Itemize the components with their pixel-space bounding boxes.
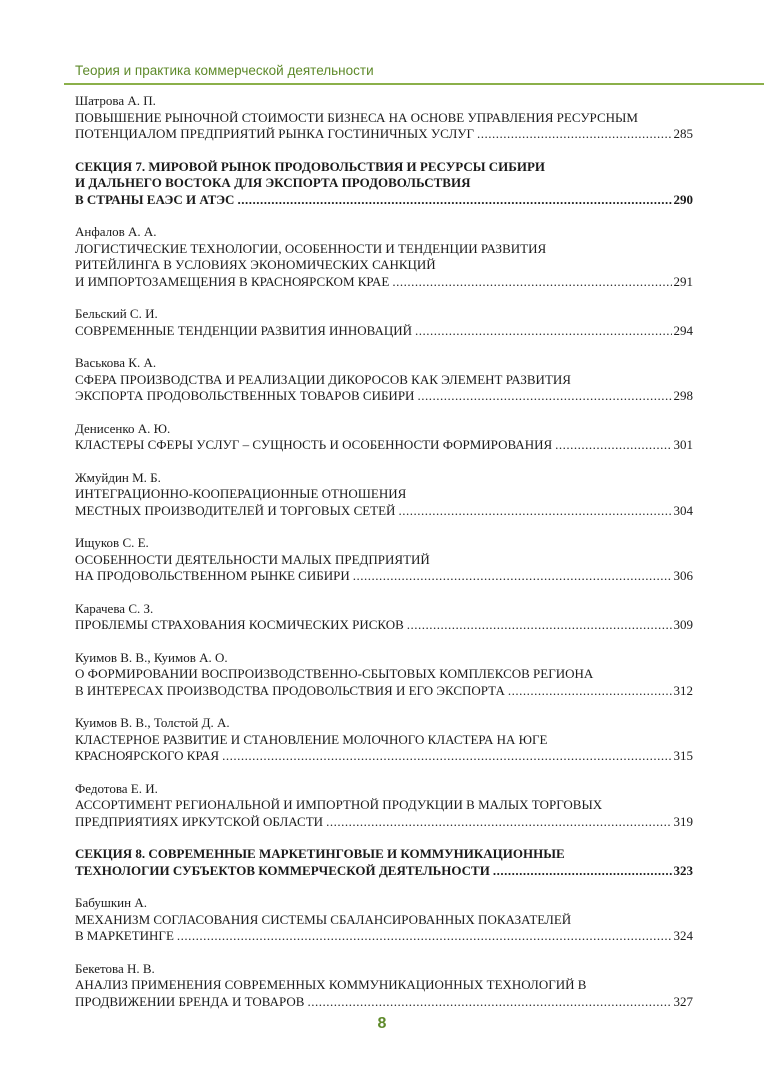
toc-page-number: 290 <box>673 191 693 207</box>
toc-title-last-line <box>75 568 693 585</box>
toc-title-last-line <box>75 437 693 454</box>
running-header: Теория и практика коммерческой деятельности <box>75 63 374 78</box>
toc-page-number: 312 <box>673 682 693 698</box>
header-rule <box>64 83 764 85</box>
toc-page-number: 323 <box>673 862 693 878</box>
toc-title-text: НА ПРОДОВОЛЬСТВЕННОМ РЫНКЕ СИБИРИ <box>75 568 350 583</box>
toc-page-number: 327 <box>673 993 693 1009</box>
toc-page-number: 291 <box>673 273 693 289</box>
toc-page-number: 306 <box>673 568 693 583</box>
toc-title-line: МЕХАНИЗМ СОГЛАСОВАНИЯ СИСТЕМЫ СБАЛАНСИРОВАННЫХ ПОКАЗАТЕЛЕЙ <box>75 911 572 927</box>
toc-title-line: АНАЛИЗ ПРИМЕНЕНИЯ СОВРЕМЕННЫХ КОММУНИКАЦИОННЫХ ТЕХНОЛОГИЙ В <box>75 977 587 992</box>
toc-title-line: АССОРТИМЕНТ РЕГИОНАЛЬНОЙ И ИМПОРТНОЙ ПРОДУКЦИИ В МАЛЫХ ТОРГОВЫХ <box>75 797 603 812</box>
toc-page-number: 294 <box>673 322 693 338</box>
toc-page-number: 285 <box>673 126 693 141</box>
toc-title-text: КЛАСТЕРЫ СФЕРЫ УСЛУГ – СУЩНОСТЬ И ОСОБЕННОСТИ ФОРМИРОВАНИЯ <box>75 437 553 452</box>
toc-title-last-line <box>75 388 693 405</box>
toc-author: Бабушкин А. <box>75 895 147 910</box>
toc-page-number: 301 <box>673 437 693 452</box>
dot-leader <box>353 568 672 585</box>
toc-title-text: ПРОБЛЕМЫ СТРАХОВАНИЯ КОСМИЧЕСКИХ РИСКОВ <box>75 617 404 632</box>
toc-section <box>75 159 693 209</box>
toc-entry <box>75 224 693 290</box>
toc-title-last-line <box>75 192 693 209</box>
toc-page-number: 298 <box>673 388 693 403</box>
toc-entry <box>75 895 693 945</box>
toc-title-text: СОВРЕМЕННЫЕ ТЕНДЕНЦИИ РАЗВИТИЯ ИННОВАЦИЙ <box>75 322 412 338</box>
toc-title-last-line <box>75 323 693 340</box>
toc-author: Федотова Е. И. <box>75 780 158 796</box>
dot-leader <box>508 683 672 700</box>
toc-title-last-line <box>75 928 693 945</box>
dot-leader <box>326 814 671 831</box>
toc-title-text: ПОТЕНЦИАЛОМ ПРЕДПРИЯТИЙ РЫНКА ГОСТИНИЧНЫХ УСЛУГ <box>75 126 474 141</box>
toc-title-line: ЛОГИСТИЧЕСКИЕ ТЕХНОЛОГИИ, ОСОБЕННОСТИ И ТЕНДЕНЦИИ РАЗВИТИЯ <box>75 240 547 256</box>
toc-title-line: ПОВЫШЕНИЕ РЫНОЧНОЙ СТОИМОСТИ БИЗНЕСА НА ОСНОВЕ УПРАВЛЕНИЯ РЕСУРСНЫМ <box>75 109 638 125</box>
toc-entry <box>75 961 693 1011</box>
dot-leader <box>222 748 671 765</box>
toc-page-number: 319 <box>673 813 693 829</box>
dot-leader <box>307 994 671 1011</box>
toc-title-text: ТЕХНОЛОГИИ СУБЪЕКТОВ КОММЕРЧЕСКОЙ ДЕЯТЕЛЬНОСТИ <box>75 862 490 878</box>
toc-title-text: В СТРАНЫ ЕАЭС И АТЭС <box>75 191 235 207</box>
toc-author: Карачева С. З. <box>75 600 154 616</box>
toc-title-last-line <box>75 503 693 520</box>
toc-author: Жмуйдин М. Б. <box>75 469 161 485</box>
toc-author: Васькова К. А. <box>75 355 157 370</box>
toc-entry <box>75 355 693 405</box>
dot-leader <box>493 863 672 880</box>
toc-author: Куимов В. В., Куимов А. О. <box>75 649 228 665</box>
toc-title-text: МЕСТНЫХ ПРОИЗВОДИТЕЛЕЙ И ТОРГОВЫХ СЕТЕЙ <box>75 502 396 518</box>
toc-title-last-line <box>75 126 693 143</box>
toc-title-text: И ИМПОРТОЗАМЕЩЕНИЯ В КРАСНОЯРСКОМ КРАЕ <box>75 273 390 289</box>
toc-title-line: ИНТЕГРАЦИОННО-КООПЕРАЦИОННЫЕ ОТНОШЕНИЯ <box>75 486 407 501</box>
toc-page-number: 304 <box>673 502 693 518</box>
dot-leader <box>555 437 671 454</box>
dot-leader <box>398 503 671 520</box>
toc-author: Куимов В. В., Толстой Д. А. <box>75 715 230 730</box>
toc-title-line: СФЕРА ПРОИЗВОДСТВА И РЕАЛИЗАЦИИ ДИКОРОСОВ КАК ЭЛЕМЕНТ РАЗВИТИЯ <box>75 371 571 387</box>
toc-title-last-line <box>75 863 693 880</box>
toc-title-line: ОСОБЕННОСТИ ДЕЯТЕЛЬНОСТИ МАЛЫХ ПРЕДПРИЯТИЙ <box>75 551 430 567</box>
toc-title-line: РИТЕЙЛИНГА В УСЛОВИЯХ ЭКОНОМИЧЕСКИХ САНКЦИЙ <box>75 257 436 272</box>
toc-entry <box>75 470 693 520</box>
toc-author: Анфалов А. А. <box>75 224 157 239</box>
toc-title-line: КЛАСТЕРНОЕ РАЗВИТИЕ И СТАНОВЛЕНИЕ МОЛОЧНОГО КЛАСТЕРА НА ЮГЕ <box>75 731 548 747</box>
toc-title-last-line <box>75 617 693 634</box>
dot-leader <box>477 126 672 143</box>
toc-entry <box>75 93 693 143</box>
dot-leader <box>417 388 671 405</box>
toc-author: Бельский С. И. <box>75 306 158 321</box>
toc-section <box>75 846 693 879</box>
toc-title-line: И ДАЛЬНЕГО ВОСТОКА ДЛЯ ЭКСПОРТА ПРОДОВОЛЬСТВИЯ <box>75 175 471 190</box>
toc-title-text: В ИНТЕРЕСАХ ПРОИЗВОДСТВА ПРОДОВОЛЬСТВИЯ И ЕГО ЭКСПОРТА <box>75 682 505 698</box>
toc-author: Денисенко А. Ю. <box>75 420 171 436</box>
toc-entry <box>75 781 693 831</box>
toc-page-number: 315 <box>673 748 693 763</box>
toc-title-line: О ФОРМИРОВАНИИ ВОСПРОИЗВОДСТВЕННО-СБЫТОВЫХ КОМПЛЕКСОВ РЕГИОНА <box>75 666 594 681</box>
toc-title-text: ПРЕДПРИЯТИЯХ ИРКУТСКОЙ ОБЛАСТИ <box>75 813 324 829</box>
toc-title-line: СЕКЦИЯ 8. СОВРЕМЕННЫЕ МАРКЕТИНГОВЫЕ И КОММУНИКАЦИОННЫЕ <box>75 846 565 861</box>
toc-entry <box>75 306 693 339</box>
toc-author: Ищуков С. Е. <box>75 535 149 550</box>
toc-title-last-line <box>75 274 693 291</box>
dot-leader <box>415 323 672 340</box>
toc-title-last-line <box>75 814 693 831</box>
toc-author: Бекетова Н. В. <box>75 960 155 976</box>
toc-title-last-line <box>75 994 693 1011</box>
toc-page-number: 309 <box>673 617 693 632</box>
toc-entry <box>75 535 693 585</box>
dot-leader <box>407 617 672 634</box>
toc-title-text: ЭКСПОРТА ПРОДОВОЛЬСТВЕННЫХ ТОВАРОВ СИБИРИ <box>75 388 415 403</box>
toc-entry <box>75 715 693 765</box>
toc-page-number: 324 <box>673 928 693 943</box>
toc-title-text: В МАРКЕТИНГЕ <box>75 928 174 943</box>
toc-title-last-line <box>75 683 693 700</box>
dot-leader <box>177 928 672 945</box>
table-of-contents <box>75 93 693 1026</box>
dot-leader <box>392 274 671 291</box>
toc-entry <box>75 650 693 700</box>
toc-title-last-line <box>75 748 693 765</box>
page-number: 8 <box>377 1015 387 1032</box>
toc-entry <box>75 421 693 454</box>
dot-leader <box>237 192 671 209</box>
toc-title-text: ПРОДВИЖЕНИИ БРЕНДА И ТОВАРОВ <box>75 993 305 1009</box>
toc-author: Шатрова А. П. <box>75 93 156 108</box>
toc-entry <box>75 601 693 634</box>
toc-title-line: СЕКЦИЯ 7. МИРОВОЙ РЫНОК ПРОДОВОЛЬСТВИЯ И РЕСУРСЫ СИБИРИ <box>75 158 546 174</box>
toc-title-text: КРАСНОЯРСКОГО КРАЯ <box>75 748 220 763</box>
